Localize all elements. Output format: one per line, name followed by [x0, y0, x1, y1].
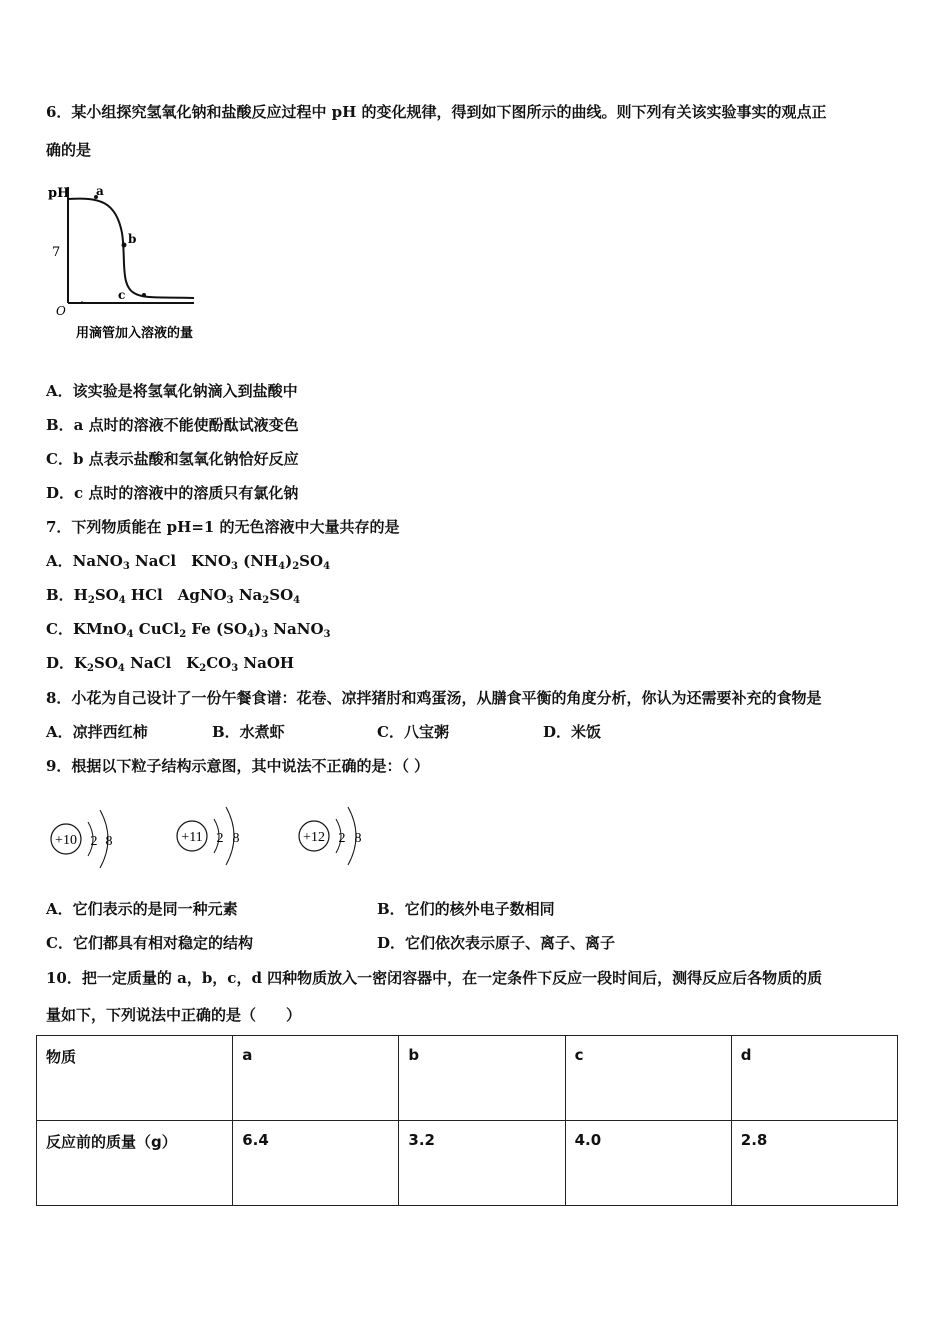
table-header-cell: a	[233, 1036, 399, 1121]
graph-label-a: a	[96, 184, 104, 198]
q6-option-c: C．b 点表示盐酸和氢氧化钠恰好反应	[46, 450, 299, 468]
atom1-nucleus: +10	[55, 833, 77, 848]
table-cell: 3.2	[399, 1121, 565, 1206]
table-header-cell: 物质	[37, 1036, 233, 1121]
atom1-shell1: 2	[90, 834, 98, 849]
ph-curve-graph	[44, 175, 229, 350]
table-cell: 6.4	[233, 1121, 399, 1206]
q10-stem-line2: 量如下，下列说法中正确的是（ ）	[46, 1006, 302, 1024]
q8-option-a: A．凉拌西红柿	[46, 723, 148, 741]
particle-diagrams	[44, 790, 384, 880]
table-header-cell: d	[731, 1036, 897, 1121]
q8-option-b: B．水煮虾	[212, 723, 285, 741]
graph-point-b	[122, 243, 127, 248]
q6-option-a: A．该实验是将氢氧化钠滴入到盐酸中	[46, 382, 298, 400]
q7-stem: 7．下列物质能在 pH=1 的无色溶液中大量共存的是	[46, 518, 400, 536]
q7-option-a: A．NaNO$_3$ NaCl $KNO_3$ $(NH_4)_2SO_4$	[46, 552, 331, 572]
q8-option-c: C．八宝粥	[377, 723, 449, 741]
atom2-shell2: 8	[232, 831, 240, 846]
atom1-shell2: 8	[105, 834, 113, 849]
table-cell: 4.0	[565, 1121, 731, 1206]
q6-stem-line1: 6．某小组探究氢氧化钠和盐酸反应过程中 pH 的变化规律，得到如下图所示的曲线。则下列有关该实验事实的观点正	[46, 103, 827, 121]
q8-stem: 8．小花为自己设计了一份午餐食谱：花卷、凉拌猪肘和鸡蛋汤，从膳食平衡的角度分析，你认为还需要补充的食物是	[46, 689, 822, 707]
atom3-shell2: 8	[354, 831, 362, 846]
table-header-cell: c	[565, 1036, 731, 1121]
q7-option-b: B．$H_2SO_4$ HCl AgNO$_3$ $Na_2SO_4$	[46, 586, 301, 606]
graph-tick-7: 7	[52, 245, 61, 260]
table-cell: 反应前的质量（g）	[37, 1121, 233, 1206]
q6-stem-line2: 确的是	[46, 141, 92, 159]
q6-option-d: D．c 点时的溶液中的溶质只有氯化钠	[46, 484, 299, 502]
graph-xlabel: 用滴管加入溶液的量	[76, 326, 194, 341]
atom3-shell1: 2	[338, 831, 346, 846]
graph-ylabel: pH	[48, 186, 70, 201]
q10-stem-line1: 10．把一定质量的 a，b，c，d 四种物质放入一密闭容器中，在一定条件下反应一段时间后，测得反应后各物质的质	[46, 969, 823, 987]
table-header-cell: b	[399, 1036, 565, 1121]
q9-option-c: C．它们都具有相对稳定的结构	[46, 934, 253, 952]
atom-diagram-2	[177, 807, 240, 865]
q7-option-c: C．KMnO$_4$ CuCl$_2$ Fe $(SO_4)_3$ NaNO$_3$	[46, 620, 331, 640]
q9-option-b: B．它们的核外电子数相同	[377, 900, 555, 918]
table-header-row	[37, 1036, 898, 1121]
q9-option-a: A．它们表示的是同一种元素	[46, 900, 238, 918]
atom-diagram-1	[51, 810, 113, 868]
atom-diagram-3	[299, 807, 362, 865]
graph-ph-curve	[68, 199, 194, 298]
graph-label-c: c	[118, 288, 126, 302]
atom2-nucleus: +11	[181, 830, 203, 845]
graph-label-b: b	[128, 232, 137, 246]
q9-option-d: D．它们依次表示原子、离子、离子	[377, 934, 616, 952]
graph-point-c	[142, 293, 146, 297]
q6-option-b: B．a 点时的溶液不能使酚酞试液变色	[46, 416, 299, 434]
atom3-nucleus: +12	[303, 830, 325, 845]
q9-stem: 9．根据以下粒子结构示意图，其中说法不正确的是：（ ）	[46, 757, 430, 775]
q8-option-d: D．米饭	[543, 723, 602, 741]
mass-table	[36, 1035, 898, 1206]
q7-option-d: D．$K_2SO_4$ NaCl $K_2CO_3$ NaOH	[46, 654, 295, 674]
table-cell: 2.8	[731, 1121, 897, 1206]
table-row	[37, 1121, 898, 1206]
atom2-shell1: 2	[216, 831, 224, 846]
graph-origin: O	[56, 304, 66, 318]
